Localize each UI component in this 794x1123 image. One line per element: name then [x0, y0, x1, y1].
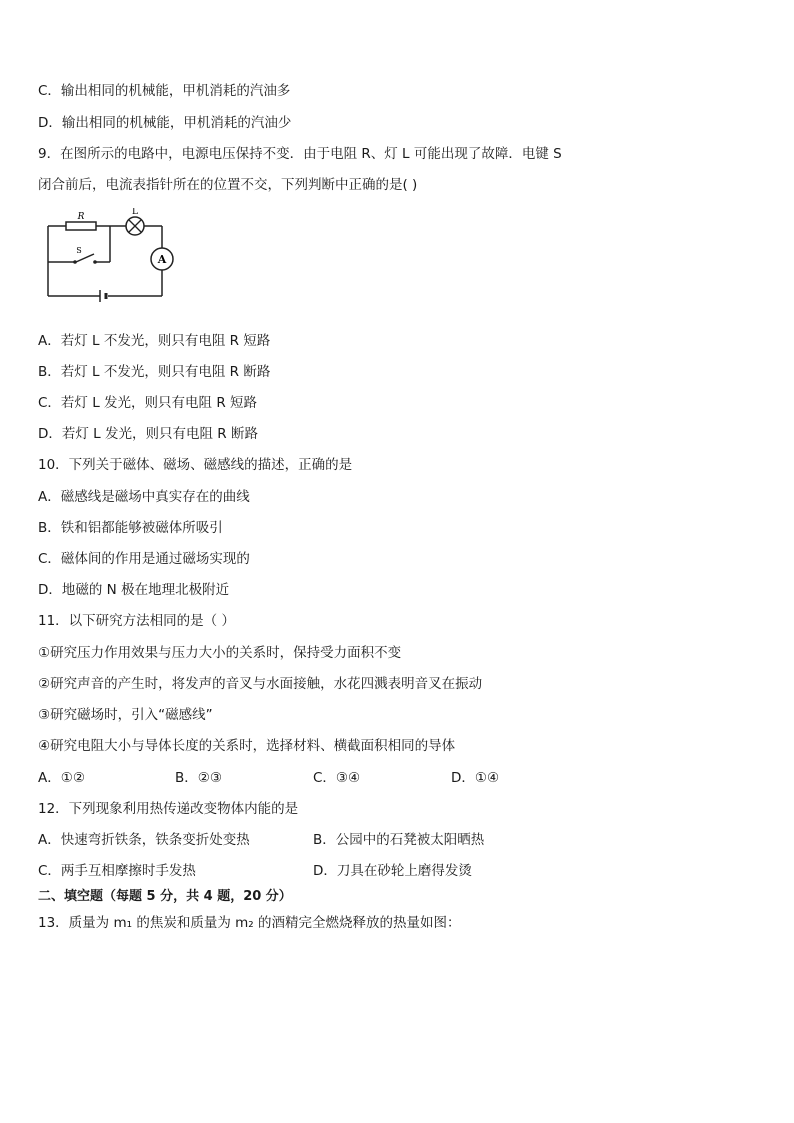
section-heading: 二、填空题（每题 5 分，共 4 题，20 分）	[38, 889, 292, 904]
q11-item-4: ④研究电阻大小与导体长度的关系时，选择材料、横截面积相同的导体	[38, 738, 456, 754]
q12-option-a: A．快速弯折铁条，铁条变折处变热	[38, 832, 250, 848]
battery-icon	[100, 290, 106, 302]
switch-label: S	[76, 246, 82, 255]
q11-option-d: D．①④	[451, 770, 500, 786]
q10-option-b: B．铁和铝都能够被磁体所吸引	[38, 520, 223, 536]
switch-contact-left	[73, 260, 77, 264]
resistor-label: R	[77, 212, 85, 222]
q12-option-d: D．刀具在砂轮上磨得发烫	[313, 863, 472, 879]
circuit-diagram	[40, 208, 180, 304]
q10-stem: 10．下列关于磁体、磁场、磁感线的描述，正确的是	[38, 457, 353, 473]
q11-option-b: B．②③	[175, 770, 222, 786]
lamp-icon	[126, 217, 144, 235]
q9-option-c: C．若灯 L 发光，则只有电阻 R 短路	[38, 395, 257, 411]
q10-option-c: C．磁体间的作用是通过磁场实现的	[38, 551, 250, 567]
q11-stem: 11．以下研究方法相同的是（ ）	[38, 613, 235, 629]
q9-option-b: B．若灯 L 不发光，则只有电阻 R 断路	[38, 364, 271, 380]
switch-contact-right	[93, 260, 97, 264]
ammeter-label: A	[157, 253, 167, 266]
q9-option-d: D．若灯 L 发光，则只有电阻 R 断路	[38, 426, 258, 442]
lamp-label: L	[132, 208, 138, 217]
q12-option-c: C．两手互相摩擦时手发热	[38, 863, 196, 879]
q9-option-a: A．若灯 L 不发光，则只有电阻 R 短路	[38, 333, 271, 349]
q11-option-c: C．③④	[313, 770, 361, 786]
q11-item-2: ②研究声音的产生时，将发声的音叉与水面接触，水花四溅表明音叉在振动	[38, 676, 483, 692]
q10-option-d: D．地磁的 N 极在地理北极附近	[38, 582, 230, 598]
q11-option-a: A．①②	[38, 770, 85, 786]
q12-stem: 12．下列现象利用热传递改变物体内能的是	[38, 801, 299, 817]
q11-item-3: ③研究磁场时，引入“磁感线”	[38, 707, 213, 723]
q8-option-c: C．输出相同的机械能，甲机消耗的汽油多	[38, 83, 291, 99]
q13-stem: 13．质量为 m₁ 的焦炭和质量为 m₂ 的酒精完全燃烧释放的热量如图：	[38, 915, 461, 931]
q11-item-1: ①研究压力作用效果与压力大小的关系时，保持受力面积不变	[38, 645, 402, 661]
resistor-r	[66, 222, 96, 230]
q9-stem-line-2: 闭合前后，电流表指针所在的位置不交，下列判断中正确的是( )	[38, 177, 418, 193]
switch-blade	[76, 254, 94, 262]
q9-stem-line-1: 9．在图所示的电路中，电源电压保持不变．由于电阻 R、灯 L 可能出现了故障．电键 S	[38, 146, 562, 162]
q10-option-a: A．磁感线是磁场中真实存在的曲线	[38, 489, 250, 505]
q8-option-d: D．输出相同的机械能，甲机消耗的汽油少	[38, 115, 292, 131]
q12-option-b: B．公园中的石凳被太阳晒热	[313, 832, 485, 848]
